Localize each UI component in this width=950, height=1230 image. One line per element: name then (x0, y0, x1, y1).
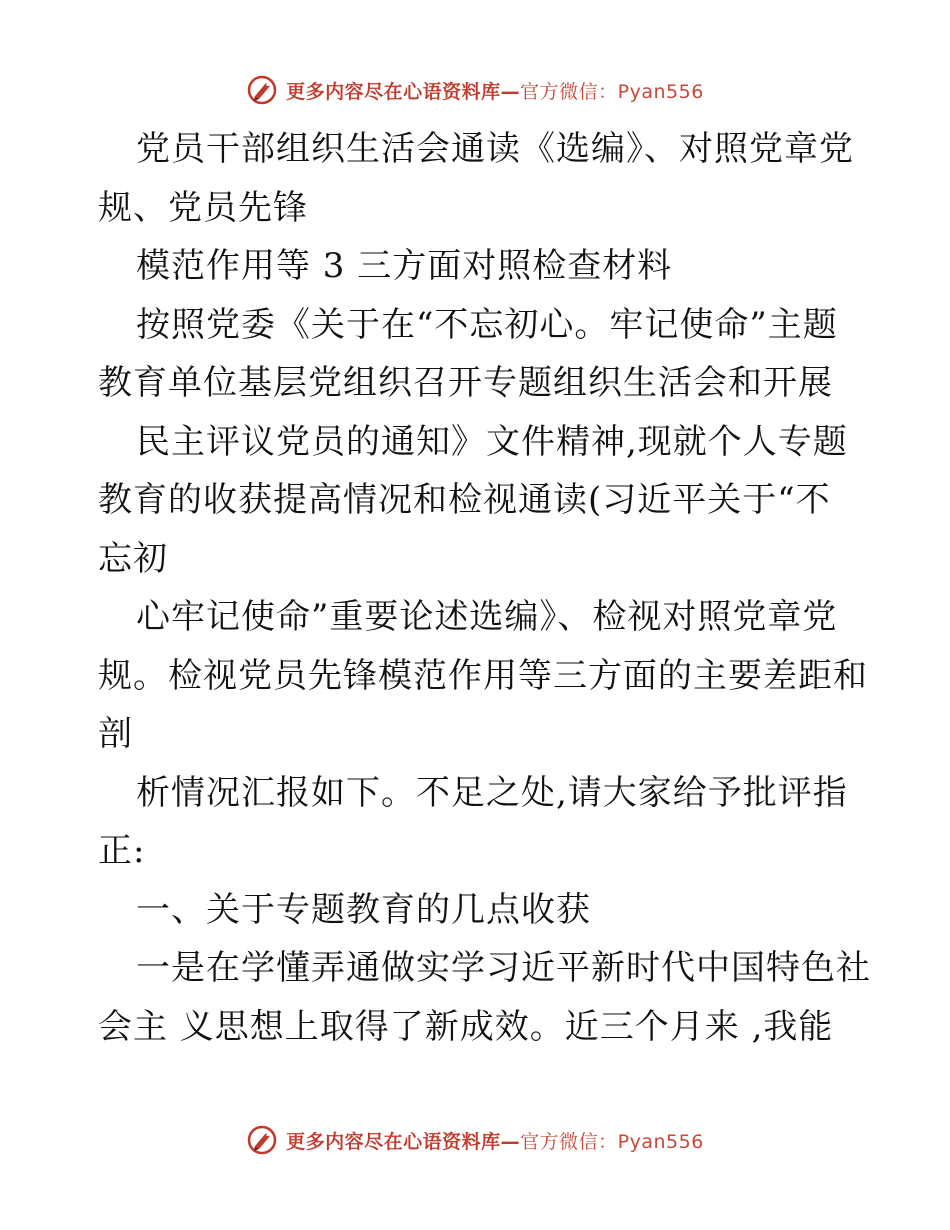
header-banner-text (286, 77, 704, 104)
body-line: 教育的收获提高情况和检视通读(习近平关于“不 (98, 480, 831, 520)
red-pen-logo-icon (246, 74, 278, 106)
document-body (98, 120, 871, 1056)
body-line: 党员干部组织生活会通读《选编》、对照党章党 (136, 129, 854, 169)
body-line: 按照党委《关于在“不忘初心。牢记使命”主题 (136, 304, 838, 345)
body-line: 忘初 (98, 538, 168, 579)
body-line: 心牢记使命”重要论述选编》、检视对照党章党 (136, 597, 838, 637)
body-line: 模范作用等 3 三方面对照检查材料 (136, 246, 673, 286)
footer-banner (0, 1120, 950, 1160)
header-banner-wechat: 官方微信：Pyan556 (520, 80, 704, 103)
footer-banner-site: 更多内容尽在心语资料库— (286, 1130, 521, 1153)
body-line: 析情况汇报如下。不足之处,请大家给予批评指 (136, 772, 848, 813)
body-line: 剖 (98, 714, 133, 754)
red-pen-logo-icon (246, 1124, 278, 1156)
body-line: 规、党员先锋 (98, 187, 308, 228)
section-heading: 一、关于专题教育的几点收获 (136, 889, 591, 930)
body-line: 规。检视党员先锋模范作用等三方面的主要差距和 (98, 655, 868, 696)
header-banner (0, 70, 950, 110)
body-line: 正: (98, 831, 146, 871)
footer-banner-wechat: 官方微信：Pyan556 (520, 1130, 704, 1153)
body-line: 民主评议党员的通知》文件精神,现就个人专题 (136, 421, 848, 462)
header-banner-site: 更多内容尽在心语资料库— (286, 80, 521, 103)
body-line: 会主 义思想上取得了新成效。近三个月来 ,我能 (98, 1006, 834, 1047)
footer-banner-text (286, 1127, 704, 1154)
body-line: 教育单位基层党组织召开专题组织生活会和开展 (98, 363, 833, 403)
body-line: 一是在学懂弄通做实学习近平新时代中国特色社 (136, 948, 871, 988)
